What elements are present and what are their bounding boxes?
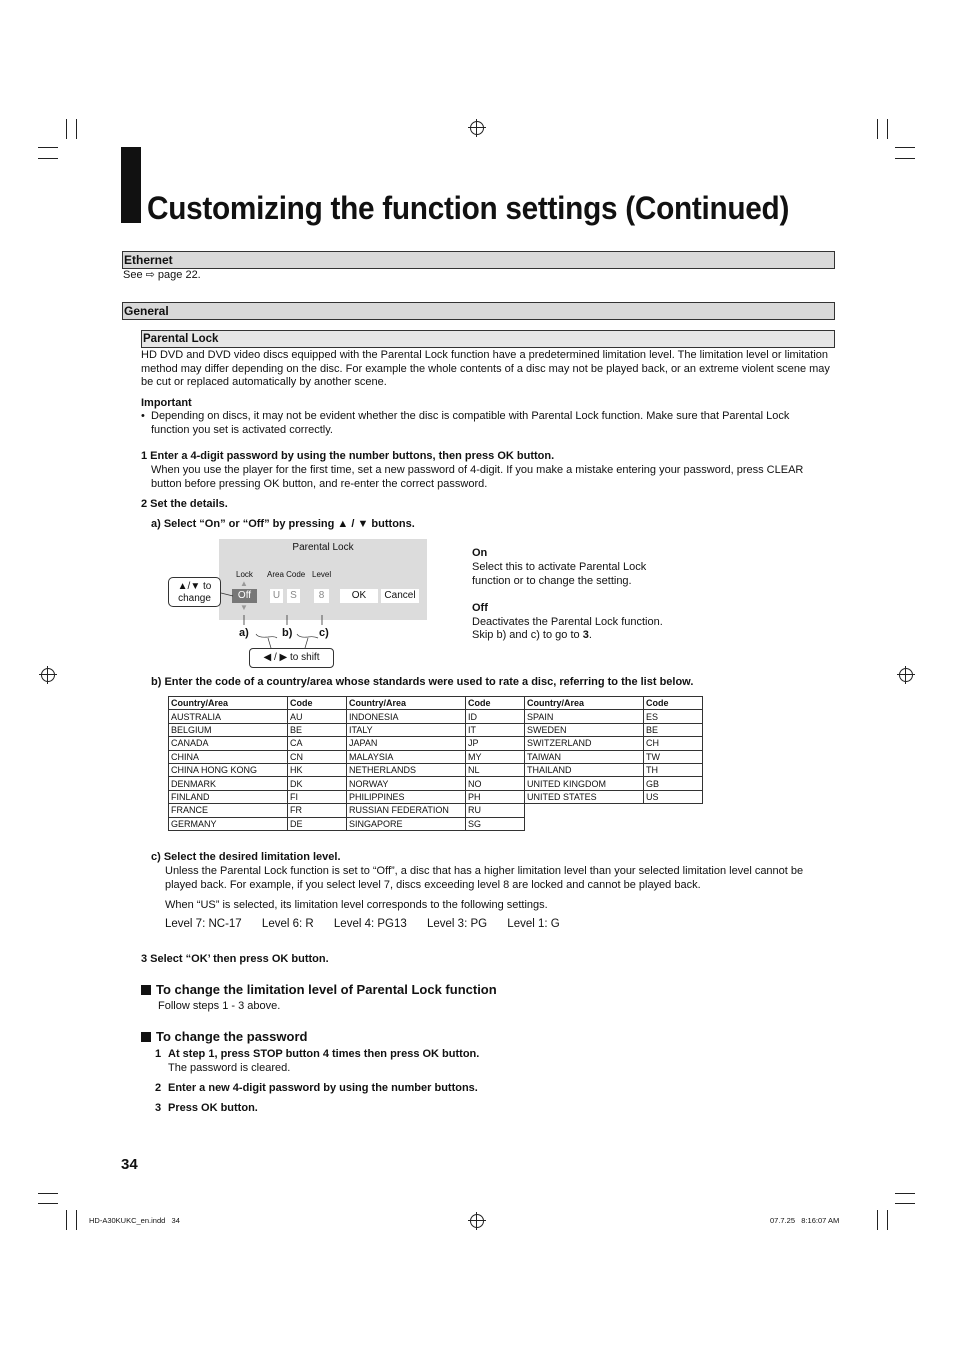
password-step2-num: 2 bbox=[155, 1082, 162, 1094]
shift-callout: ◀ / ▶ to shift bbox=[249, 648, 334, 668]
step1-heading: 1 Enter a 4-digit password by using the number buttons, then press OK button. bbox=[141, 450, 555, 462]
table-cell: NETHERLANDS bbox=[347, 763, 466, 776]
on-heading: On bbox=[472, 547, 488, 559]
mark-b: b) bbox=[282, 627, 293, 639]
off-text-1: Deactivates the Parental Lock function. bbox=[472, 616, 663, 628]
table-cell: AUSTRALIA bbox=[169, 710, 288, 723]
crop-mark bbox=[895, 1193, 915, 1194]
step2a: a) Select “On” or “Off” by pressing ▲ / ▼ buttons. bbox=[151, 518, 415, 530]
table-cell: CN bbox=[288, 750, 347, 763]
table-row bbox=[169, 817, 703, 830]
arrow-right-icon: ⇨ bbox=[145, 269, 155, 281]
table-cell bbox=[525, 804, 644, 817]
table-cell: CH bbox=[644, 737, 703, 750]
crop-mark bbox=[66, 1210, 67, 1230]
table-header-row bbox=[169, 697, 703, 710]
crop-mark bbox=[887, 119, 888, 139]
crop-mark bbox=[66, 119, 67, 139]
step1-text: When you use the player for the first time, set a new password of 4-digit. If you make a mistake entering your password, press CLEAR button before pressing OK button, and re-enter the correct password. bbox=[151, 464, 804, 490]
table-cell: NL bbox=[466, 763, 525, 776]
table-cell: PH bbox=[466, 790, 525, 803]
level-item: Level 4: PG13 bbox=[333, 918, 407, 930]
lock-value[interactable]: Off bbox=[232, 589, 257, 603]
table-cell: TAIWAN bbox=[525, 750, 644, 763]
table-cell: HK bbox=[288, 763, 347, 776]
table-row bbox=[169, 804, 703, 817]
off-text-end: . bbox=[588, 629, 592, 641]
password-step1-num: 1 bbox=[155, 1048, 162, 1060]
table-cell: THAILAND bbox=[525, 763, 644, 776]
registration-mark-icon bbox=[41, 668, 55, 682]
page-title: Customizing the function settings (Continued) bbox=[147, 190, 790, 226]
cancel-button[interactable]: Cancel bbox=[381, 589, 419, 603]
password-step3-num: 3 bbox=[155, 1102, 162, 1114]
table-cell: CANADA bbox=[169, 737, 288, 750]
step2b: b) Enter the code of a country/area whose standards were used to rate a disc, referring to the list below. bbox=[151, 676, 694, 688]
table-cell: SPAIN bbox=[525, 710, 644, 723]
triangle-down-icon: ▼ bbox=[240, 603, 248, 612]
table-cell: RUSSIAN FEDERATION bbox=[347, 804, 466, 817]
table-header-cell: Country/Area bbox=[347, 697, 466, 710]
table-cell: CHINA bbox=[169, 750, 288, 763]
mark-a: a) bbox=[239, 627, 249, 639]
password-step3: Press OK button. bbox=[168, 1102, 258, 1114]
table-cell: JAPAN bbox=[347, 737, 466, 750]
table-cell: BE bbox=[288, 723, 347, 736]
table-row bbox=[169, 750, 703, 763]
area-code-2[interactable]: S bbox=[287, 589, 300, 603]
footer-date: 07.7.25 8:16:07 AM bbox=[770, 1216, 840, 1225]
change-label-2: change bbox=[178, 593, 211, 604]
parental-lock-intro: HD DVD and DVD video discs equipped with the Parental Lock function have a predetermined limitation level. The limitation level or limitation method may differ depending on the disc. For example the whole contents of a disc may not be played back, or an extreme violent scene may be cut or replaced automatically by another scene. bbox=[141, 349, 830, 388]
table-cell: SWEDEN bbox=[525, 723, 644, 736]
table-header-cell: Code bbox=[644, 697, 703, 710]
crop-mark bbox=[895, 1203, 915, 1204]
table-cell: PHILIPPINES bbox=[347, 790, 466, 803]
col-area-label: Area Code bbox=[267, 570, 306, 579]
table-cell bbox=[644, 817, 703, 830]
table-cell: GERMANY bbox=[169, 817, 288, 830]
table-row bbox=[169, 710, 703, 723]
crop-mark bbox=[38, 147, 58, 148]
table-cell: GB bbox=[644, 777, 703, 790]
table-cell: FINLAND bbox=[169, 790, 288, 803]
table-cell: NORWAY bbox=[347, 777, 466, 790]
triangle-up-icon: ▲ bbox=[240, 579, 248, 588]
table-cell: FR bbox=[288, 804, 347, 817]
change-level-heading bbox=[141, 983, 497, 997]
table-cell: UNITED STATES bbox=[525, 790, 644, 803]
footer-file: HD-A30KUKC_en.indd 34 bbox=[89, 1216, 180, 1225]
crop-mark bbox=[38, 1193, 58, 1194]
table-cell: JP bbox=[466, 737, 525, 750]
table-cell: TH bbox=[644, 763, 703, 776]
crop-mark bbox=[895, 147, 915, 148]
table-row bbox=[169, 737, 703, 750]
crop-mark bbox=[877, 1210, 878, 1230]
table-cell: SG bbox=[466, 817, 525, 830]
table-header-cell: Country/Area bbox=[169, 697, 288, 710]
password-step1: At step 1, press STOP button 4 times then press OK button. bbox=[168, 1048, 480, 1060]
change-password-heading bbox=[141, 1030, 307, 1044]
table-cell: DK bbox=[288, 777, 347, 790]
table-row bbox=[169, 763, 703, 776]
step2c-us: When “US” is selected, its limitation level corresponds to the following settings. bbox=[165, 899, 548, 911]
step3: 3 Select “OK’ then press OK button. bbox=[141, 953, 329, 965]
registration-mark-icon bbox=[899, 668, 913, 682]
see-text: See bbox=[123, 269, 143, 281]
off-text-step: 3 bbox=[582, 629, 589, 641]
bullet: • bbox=[141, 410, 145, 422]
crop-mark bbox=[38, 1203, 58, 1204]
mark-c: c) bbox=[319, 627, 329, 639]
table-row bbox=[169, 723, 703, 736]
table-cell: UNITED KINGDOM bbox=[525, 777, 644, 790]
table-cell: CHINA HONG KONG bbox=[169, 763, 288, 776]
off-text-2 bbox=[472, 629, 592, 643]
step2c-heading: c) Select the desired limitation level. bbox=[151, 851, 341, 863]
parental-lock-heading: Parental Lock bbox=[141, 330, 835, 348]
crop-mark bbox=[877, 119, 878, 139]
table-cell: DE bbox=[288, 817, 347, 830]
table-cell: AU bbox=[288, 710, 347, 723]
table-cell: INDONESIA bbox=[347, 710, 466, 723]
ethernet-heading: Ethernet bbox=[122, 251, 835, 269]
table-cell: FRANCE bbox=[169, 804, 288, 817]
step2-heading: 2 Set the details. bbox=[141, 498, 228, 510]
table-cell: DENMARK bbox=[169, 777, 288, 790]
title-bar bbox=[121, 147, 141, 223]
table-cell: SINGAPORE bbox=[347, 817, 466, 830]
registration-mark-icon bbox=[470, 1214, 484, 1228]
crop-mark bbox=[887, 1210, 888, 1230]
table-cell: BELGIUM bbox=[169, 723, 288, 736]
table-cell: MALAYSIA bbox=[347, 750, 466, 763]
level-item: Level 1: G bbox=[507, 918, 560, 930]
level-value[interactable]: 8 bbox=[314, 589, 329, 603]
registration-mark-icon bbox=[470, 121, 484, 135]
table-cell bbox=[525, 817, 644, 830]
change-level-title: To change the limitation level of Parental Lock function bbox=[156, 982, 497, 997]
col-level-label: Level bbox=[312, 570, 332, 579]
square-bullet-icon bbox=[141, 1032, 151, 1042]
table-cell: US bbox=[644, 790, 703, 803]
ok-button[interactable]: OK bbox=[340, 589, 378, 603]
ethernet-see bbox=[123, 269, 201, 283]
level-item: Level 6: R bbox=[261, 918, 314, 930]
levels-line bbox=[165, 918, 560, 932]
table-cell: IT bbox=[466, 723, 525, 736]
see-page: page 22. bbox=[157, 269, 201, 281]
table-cell: FI bbox=[288, 790, 347, 803]
table-cell: ES bbox=[644, 710, 703, 723]
table-header-cell: Code bbox=[288, 697, 347, 710]
password-step2: Enter a new 4-digit password by using the number buttons. bbox=[168, 1082, 478, 1094]
square-bullet-icon bbox=[141, 985, 151, 995]
table-cell: ID bbox=[466, 710, 525, 723]
table-cell: CA bbox=[288, 737, 347, 750]
change-label-1: ▲/▼ to bbox=[177, 581, 212, 592]
table-cell bbox=[644, 804, 703, 817]
table-header-cell: Country/Area bbox=[525, 697, 644, 710]
step2c-text: Unless the Parental Lock function is set to “Off”, a disc that has a higher limitation level than your selected limitation level cannot be played back. For example, if you select level 7, discs exceeding level 8 are locked and cannot be played back. bbox=[165, 865, 804, 891]
crop-mark bbox=[76, 119, 77, 139]
off-text-skip: Skip b) and c) to go to bbox=[472, 629, 580, 641]
table-cell: NO bbox=[466, 777, 525, 790]
crop-mark bbox=[895, 158, 915, 159]
password-step1-note: The password is cleared. bbox=[168, 1062, 291, 1074]
country-code-table bbox=[168, 696, 703, 831]
important-text: Depending on discs, it may not be evident whether the disc is compatible with Parental Lock function. Make sure that Parental Lock function you set is activated correctly. bbox=[151, 410, 790, 436]
table-row bbox=[169, 777, 703, 790]
change-level-text: Follow steps 1 - 3 above. bbox=[158, 1000, 281, 1012]
table-header-cell: Code bbox=[466, 697, 525, 710]
crop-mark bbox=[76, 1210, 77, 1230]
crop-mark bbox=[38, 158, 58, 159]
table-cell: BE bbox=[644, 723, 703, 736]
screen-title: Parental Lock bbox=[292, 542, 354, 553]
general-heading: General bbox=[122, 302, 835, 320]
change-password-title: To change the password bbox=[156, 1029, 308, 1044]
table-cell: MY bbox=[466, 750, 525, 763]
table-cell: TW bbox=[644, 750, 703, 763]
area-code-1[interactable]: U bbox=[270, 589, 283, 603]
page-number: 34 bbox=[121, 1156, 138, 1173]
col-lock-label: Lock bbox=[236, 570, 253, 579]
table-cell: RU bbox=[466, 804, 525, 817]
important-heading: Important bbox=[141, 397, 192, 409]
table-cell: SWITZERLAND bbox=[525, 737, 644, 750]
table-row bbox=[169, 790, 703, 803]
table-cell: ITALY bbox=[347, 723, 466, 736]
level-item: Level 7: NC-17 bbox=[165, 918, 242, 930]
off-heading: Off bbox=[472, 602, 488, 614]
level-item: Level 3: PG bbox=[427, 918, 488, 930]
on-text: Select this to activate Parental Lock function or to change the setting. bbox=[472, 561, 647, 587]
